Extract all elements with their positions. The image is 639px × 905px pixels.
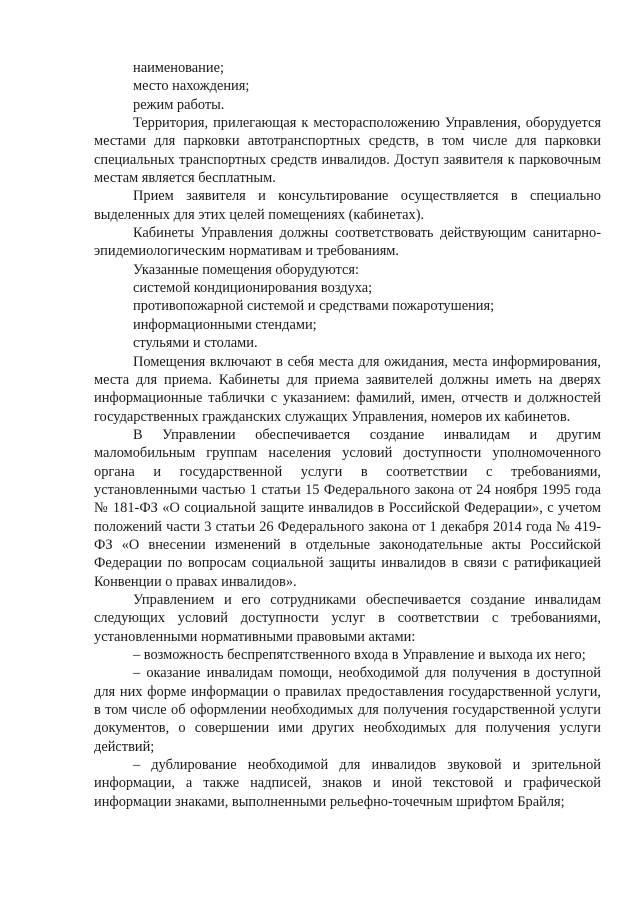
list-item-location: место нахождения;	[133, 78, 250, 95]
list-item-air-conditioning: системой кондиционирования воздуха;	[133, 280, 373, 297]
list-item-fire-system: противопожарной системой и средствами пожаротушения;	[133, 298, 495, 315]
dash-item-assistance: – оказание инвалидам помощи, необходимой для получения в доступной для них форме информации о правилах предоставления государственной услуги, в том числе об оформлении необходимых для получения государственной услуги документов, о совершении ими других необходимых для получения услуги действий;	[94, 665, 601, 755]
paragraph-accessibility: В Управлении обеспечивается создание инвалидам и другим маломобильным группам населения условий доступности уполномоченного органа и государственной услуги в соответствии с требованиями, установленными частью 1 статьи 15 Федерального закона от 24 ноября 1995 года № 181-ФЗ «О социальной защите инвалидов в Российской Федерации», с учетом положений части 3 статьи 26 Федерального закона от 1 декабря 2014 года № 419-ФЗ «О внесении изменений в отдельные законодательные акты Российской Федерации по вопросам социальной защиты инвалидов в связи с ратификацией Конвенции о правах инвалидов».	[94, 426, 601, 590]
paragraph-territory: Территория, прилегающая к месторасположению Управления, оборудуется местами для парковки автотранспортных средств, в том числе для парковки специальных транспортных средств инвалидов. Доступ заявителя к парковочным местам является бесплатным.	[94, 115, 601, 187]
list-item-schedule: режим работы.	[133, 96, 225, 113]
document-body	[94, 59, 601, 811]
list-item-info-stands: информационными стендами;	[133, 316, 317, 333]
paragraph-reception: Прием заявителя и консультирование осуществляется в специально выделенных для этих целей помещениях (кабинетах).	[94, 188, 601, 223]
paragraph-premises: Помещения включают в себя места для ожидания, места информирования, места для приема. Кабинеты для приема заявителей должны иметь на дверях информационные таблички с указанием: фамилий, имен, отчеств и должностей государственных гражданских служащих Управления, номеров их кабинетов.	[94, 353, 601, 425]
list-intro-equipment: Указанные помещения оборудуются:	[133, 261, 359, 278]
dash-item-entrance: – возможность беспрепятственного входа в Управление и выхода их него;	[133, 647, 586, 663]
list-item-furniture: стульями и столами.	[133, 335, 258, 352]
paragraph-cabinets: Кабинеты Управления должны соответствовать действующим санитарно-эпидемиологическим нормативам и требованиям.	[94, 225, 601, 260]
list-item-name: наименование;	[133, 60, 224, 76]
paragraph-staff: Управлением и его сотрудниками обеспечивается создание инвалидам следующих условий доступности услуг в соответствии с требованиями, установленными нормативными правовыми актами:	[94, 591, 601, 645]
dash-item-braille: – дублирование необходимой для инвалидов звуковой и зрительной информации, а также надписей, знаков и иной текстовой и графической информации знаками, выполненными рельефно-точечным шрифтом Брайля;	[94, 757, 601, 810]
